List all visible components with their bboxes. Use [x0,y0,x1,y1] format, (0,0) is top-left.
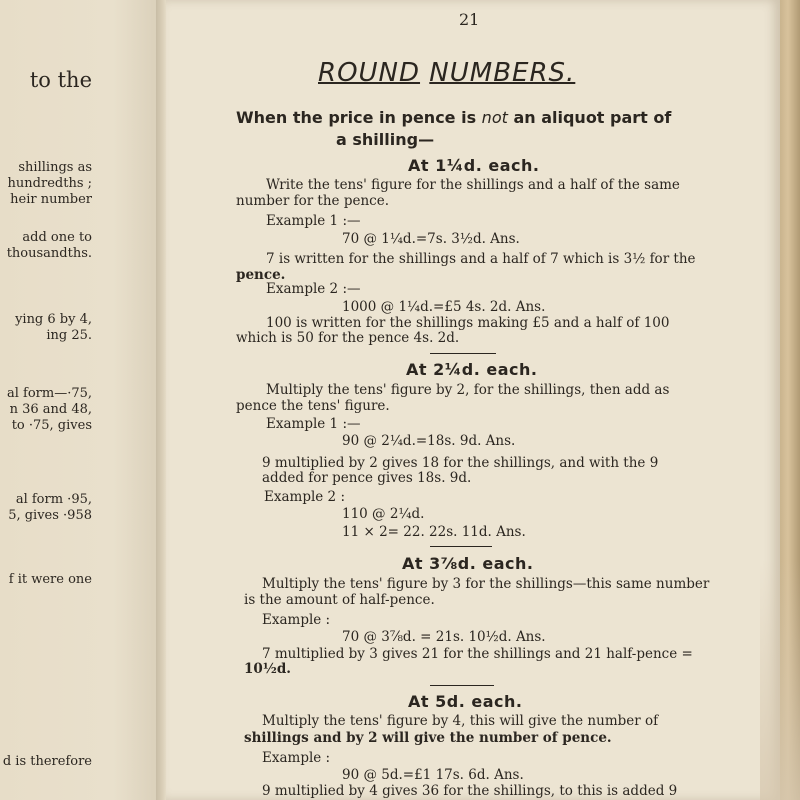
section-1-line: Write the tens' figure for the shillings and a half of the same [266,177,680,193]
chapter-title [318,58,575,88]
section-2-line: Multiply the tens' figure by 2, for the shillings, then add as [266,382,670,398]
section-1-heading: At 1¼d. each. [408,156,540,175]
intro-line-1 [236,108,671,127]
section-4-line: Multiply the tens' figure by 4, this will give the number of [262,713,659,729]
section-1-line: Example 2 :— [266,281,361,297]
left-page-line: al form ·95, [15,492,92,507]
section-1-line: Example 1 :— [266,213,361,229]
intro-line-2: a shilling— [336,130,435,149]
left-page-line: heir number [10,192,92,207]
left-page-line: thousandths. [6,246,92,261]
intro-text-b: an aliquot part of [507,108,672,127]
section-divider [430,546,492,547]
section-2-line: 9 multiplied by 2 gives 18 for the shillings, and with the 9 [262,455,659,471]
left-page [0,0,162,800]
intro-text-a: When the price in pence is [236,108,482,127]
title-word-1: ROUND [318,58,421,88]
title-word-2: NUMBERS. [429,58,576,88]
left-page-line: 5, gives ·958 [8,508,92,523]
section-2-heading: At 2¼d. each. [406,360,538,379]
section-4-line: Example : [262,750,331,766]
section-3-line: 10½d. [244,661,292,677]
section-3-line: 7 multiplied by 3 gives 21 for the shillings and 21 half-pence = [262,646,693,662]
left-page-line: hundredths ; [7,176,92,191]
left-page-line: al form—·75, [6,386,92,401]
section-1-line: number for the pence. [236,193,390,209]
section-divider [430,353,496,354]
section-1-line: 100 is written for the shillings making £5 and a half of 100 [266,315,670,331]
left-page-line: ing 25. [46,328,92,343]
section-1-line: 7 is written for the shillings and a half of 7 which is 3½ for the [266,251,696,267]
section-divider [430,685,494,686]
section-3-line: Multiply the tens' figure by 3 for the shillings—this same number [262,576,710,592]
section-2-line: 110 @ 2¼d. [342,506,425,522]
left-page-line: ying 6 by 4, [15,312,92,327]
left-page-line: to ·75, gives [11,418,92,433]
section-2-line: Example 1 :— [266,416,361,432]
section-4-heading: At 5d. each. [408,692,523,711]
section-2-line: added for pence gives 18s. 9d. [262,470,472,486]
section-1-line: which is 50 for the pence 4s. 2d. [236,330,460,346]
section-2-line: 11 × 2= 22. 22s. 11d. Ans. [342,524,526,540]
left-page-line: d is therefore [2,754,92,769]
section-3-heading: At 3⅞d. each. [402,554,534,573]
intro-emphasis: not [481,108,508,127]
section-1-line: 1000 @ 1¼d.=£5 4s. 2d. Ans. [342,299,546,315]
page-number: 21 [459,10,480,29]
section-2-line: Example 2 : [264,489,345,505]
section-4-line: shillings and by 2 will give the number of pence. [244,730,612,746]
left-page-line: shillings as [18,160,92,175]
left-page-line: n 36 and 48, [9,402,92,417]
section-3-line: is the amount of half-pence. [244,592,435,608]
section-4-line: 9 multiplied by 4 gives 36 for the shillings, to this is added 9 [262,783,678,799]
left-page-line: add one to [22,230,92,245]
section-1-line: pence. [236,267,286,283]
left-page-line: f it were one [8,572,92,587]
section-3-line: 70 @ 3⅞d. = 21s. 10½d. Ans. [342,629,546,645]
section-2-line: pence the tens' figure. [236,398,390,414]
section-3-line: Example : [262,612,331,628]
page-stain [760,560,800,800]
section-4-line: 90 @ 5d.=£1 17s. 6d. Ans. [342,767,524,783]
left-page-line: to the [29,68,92,92]
section-2-line: 90 @ 2¼d.=18s. 9d. Ans. [342,433,516,449]
section-1-line: 70 @ 1¼d.=7s. 3½d. Ans. [342,231,520,247]
